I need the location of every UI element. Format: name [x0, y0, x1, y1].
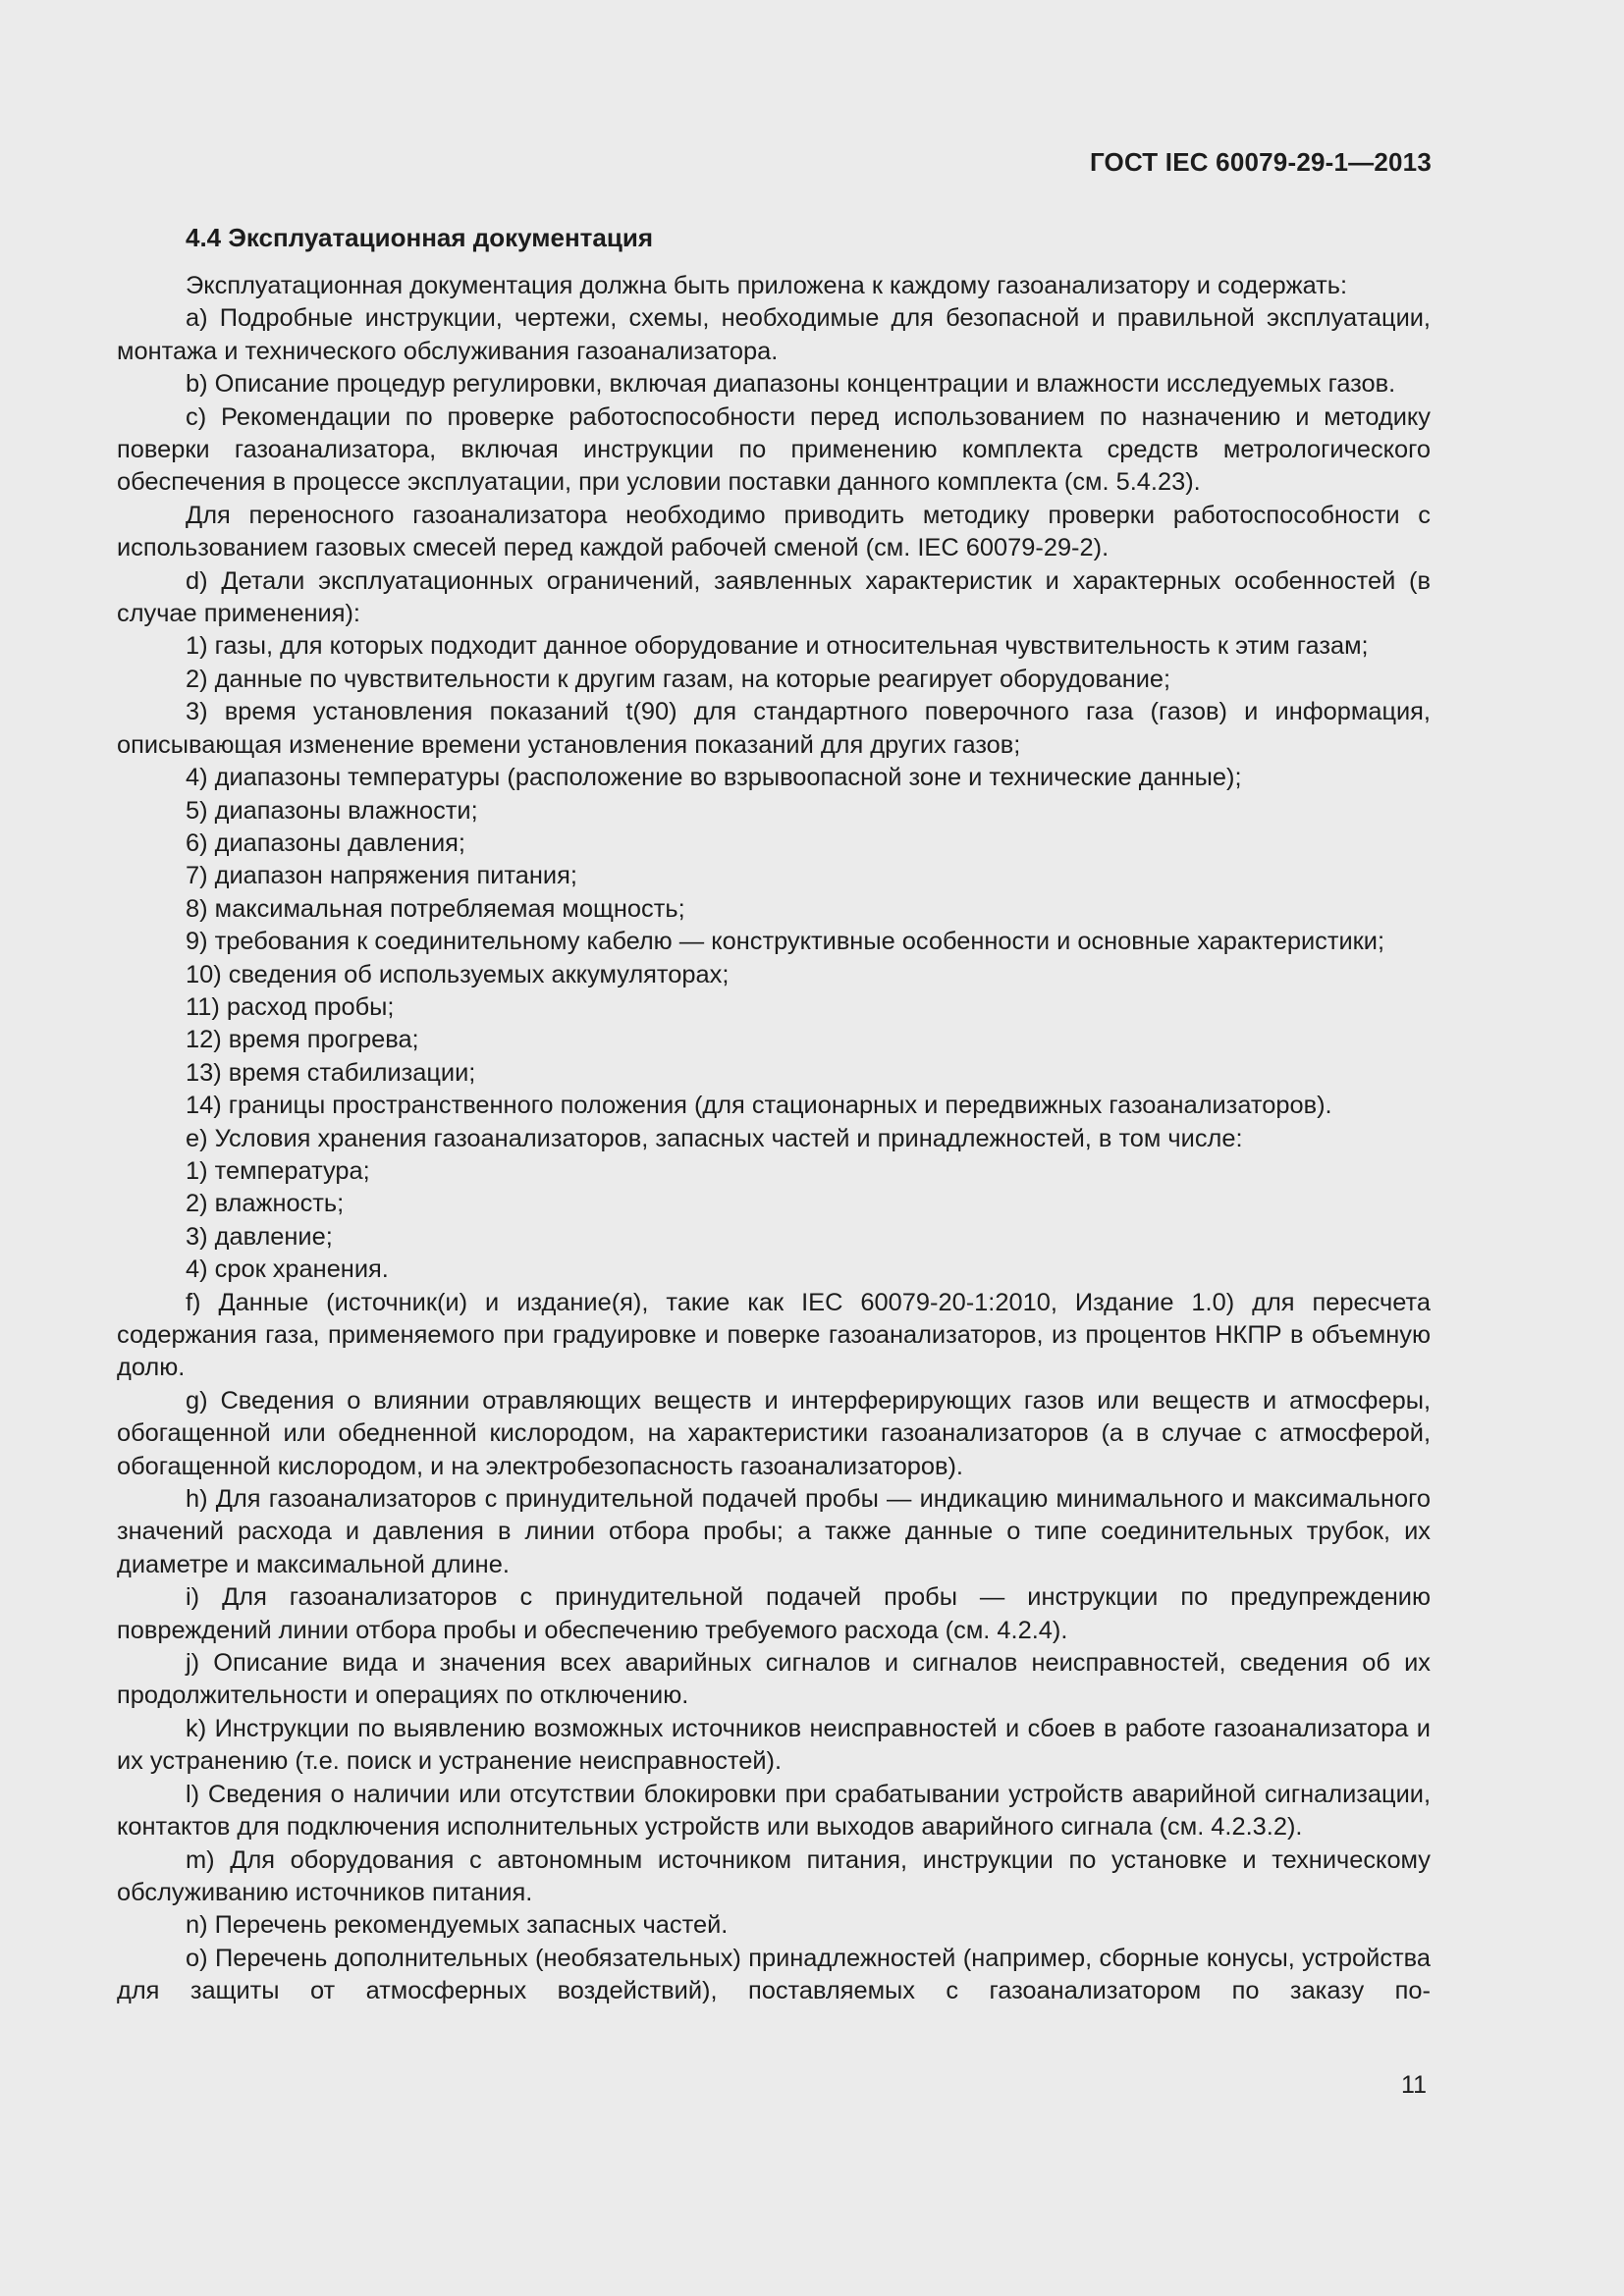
paragraph: e) Условия хранения газоанализаторов, запасных частей и принадлежностей, в том числе: — [186, 1124, 1243, 1152]
paragraph: j) Описание вида и значения всех аварийных сигналов и сигналов неисправностей, сведения об их продолжительности и операциях по отключению. — [117, 1649, 1431, 1710]
paragraph: 2) влажность; — [186, 1190, 345, 1218]
paragraph: a) Подробные инструкции, чертежи, схемы, необходимые для безопасной и правильной эксплуатации, монтажа и технического обслуживания газоанализатора. — [117, 304, 1431, 365]
paragraph: d) Детали эксплуатационных ограничений, заявленных характеристик и характерных особенностей (в случае применения): — [117, 566, 1431, 628]
paragraph: Эксплуатационная документация должна быть приложена к каждому газоанализатору и содержать: — [186, 272, 1348, 299]
paragraph: 14) границы пространственного положения (для стационарных и передвижных газоанализаторов). — [186, 1092, 1332, 1120]
paragraph: Для переносного газоанализатора необходимо приводить методику проверки работоспособности с использованием газовых смесей перед каждой рабочей сменой (см. IEC 60079-29-2). — [117, 501, 1431, 562]
paragraph: 1) газы, для которых подходит данное оборудование и относительная чувствительность к этим газам; — [186, 632, 1369, 661]
paragraph: 4) срок хранения. — [186, 1255, 389, 1284]
paragraph: 4) диапазоны температуры (расположение во взрывоопасной зоне и технические данные); — [186, 764, 1242, 792]
paragraph: 8) максимальная потребляемая мощность; — [186, 894, 685, 923]
paragraph: 12) время прогрева; — [186, 1026, 419, 1054]
paragraph: 5) диапазоны влажности; — [186, 796, 478, 825]
paragraph: 6) диапазоны давления; — [186, 828, 465, 857]
paragraph: 9) требования к соединительному кабелю — конструктивные особенности и основные характеристики; — [186, 928, 1385, 956]
paragraph: k) Инструкции по выявлению возможных источников неисправностей и сбоев в работе газоанализатора и их устранению (т.е. поиск и устранение неисправностей). — [117, 1714, 1431, 1776]
paragraph: g) Сведения о влиянии отравляющих веществ и интерферирующих газов или веществ и атмосферы, обогащенной или обедненной кислородом, на характеристики газоанализаторов (а в случае с атмосферой, обогащенной кислородом, и на электробезопасность газоанализаторов). — [117, 1386, 1431, 1480]
paragraph: 3) давление; — [186, 1222, 333, 1251]
paragraph: 2) данные по чувствительности к другим газам, на которые реагирует оборудование; — [186, 665, 1171, 693]
paragraph: n) Перечень рекомендуемых запасных частей. — [186, 1911, 729, 1940]
paragraph: b) Описание процедур регулировки, включая диапазоны концентрации и влажности исследуемых газов. — [186, 370, 1396, 399]
page-body — [117, 222, 1431, 2008]
paragraph: 10) сведения об используемых аккумуляторах; — [186, 960, 730, 988]
paragraph: 13) время стабилизации; — [186, 1058, 476, 1087]
paragraph: 3) время установления показаний t(90) для стандартного поверочного газа (газов) и информация, описывающая изменение времени установления показаний для других газов; — [117, 698, 1431, 759]
paragraph-list — [117, 270, 1431, 2008]
paragraph: 1) температура; — [186, 1156, 370, 1185]
paragraph: f) Данные (источник(и) и издание(я), такие как IEC 60079-20-1:2010, Издание 1.0) для пересчета содержания газа, применяемого при градуировке и поверке газоанализаторов, из процентов НКПР в объемную долю. — [117, 1288, 1431, 1382]
section-title: 4.4 Эксплуатационная документация — [186, 223, 653, 252]
paragraph: m) Для оборудования с автономным источником питания, инструкции по установке и техническому обслуживанию источников питания. — [117, 1845, 1431, 1906]
paragraph: o) Перечень дополнительных (необязательных) принадлежностей (например, сборные конусы, устройства для защиты от атмосферных воздействий), поставляемых с газоанализатором по заказу по- — [117, 1944, 1431, 2005]
paragraph: 11) расход пробы; — [186, 992, 395, 1021]
document-code-header: ГОСТ IEC 60079-29-1—2013 — [1089, 147, 1432, 177]
paragraph: l) Сведения о наличии или отсутствии блокировки при срабатывании устройств аварийной сигнализации, контактов для подключения исполнительных устройств или выходов аварийного сигнала (см. 4.2.3.2). — [117, 1780, 1431, 1842]
paragraph: i) Для газоанализаторов с принудительной подачей пробы — инструкции по предупреждению повреждений линии отбора пробы и обеспечению требуемого расхода (см. 4.2.4). — [117, 1583, 1431, 1644]
page-number: 11 — [1401, 2071, 1427, 2099]
paragraph: c) Рекомендации по проверке работоспособности перед использованием по назначению и методику поверки газоанализатора, включая инструкции по применению комплекта средств метрологического обеспечения в процессе эксплуатации, при условии поставки данного комплекта (см. 5.4.23). — [117, 402, 1431, 497]
paragraph: h) Для газоанализаторов с принудительной подачей пробы — индикацию минимального и максимального значений расхода и давления в линии отбора пробы; а также данные о типе соединительных трубок, их диаметре и максимальной длине. — [117, 1485, 1431, 1578]
paragraph: 7) диапазон напряжения питания; — [186, 862, 577, 890]
